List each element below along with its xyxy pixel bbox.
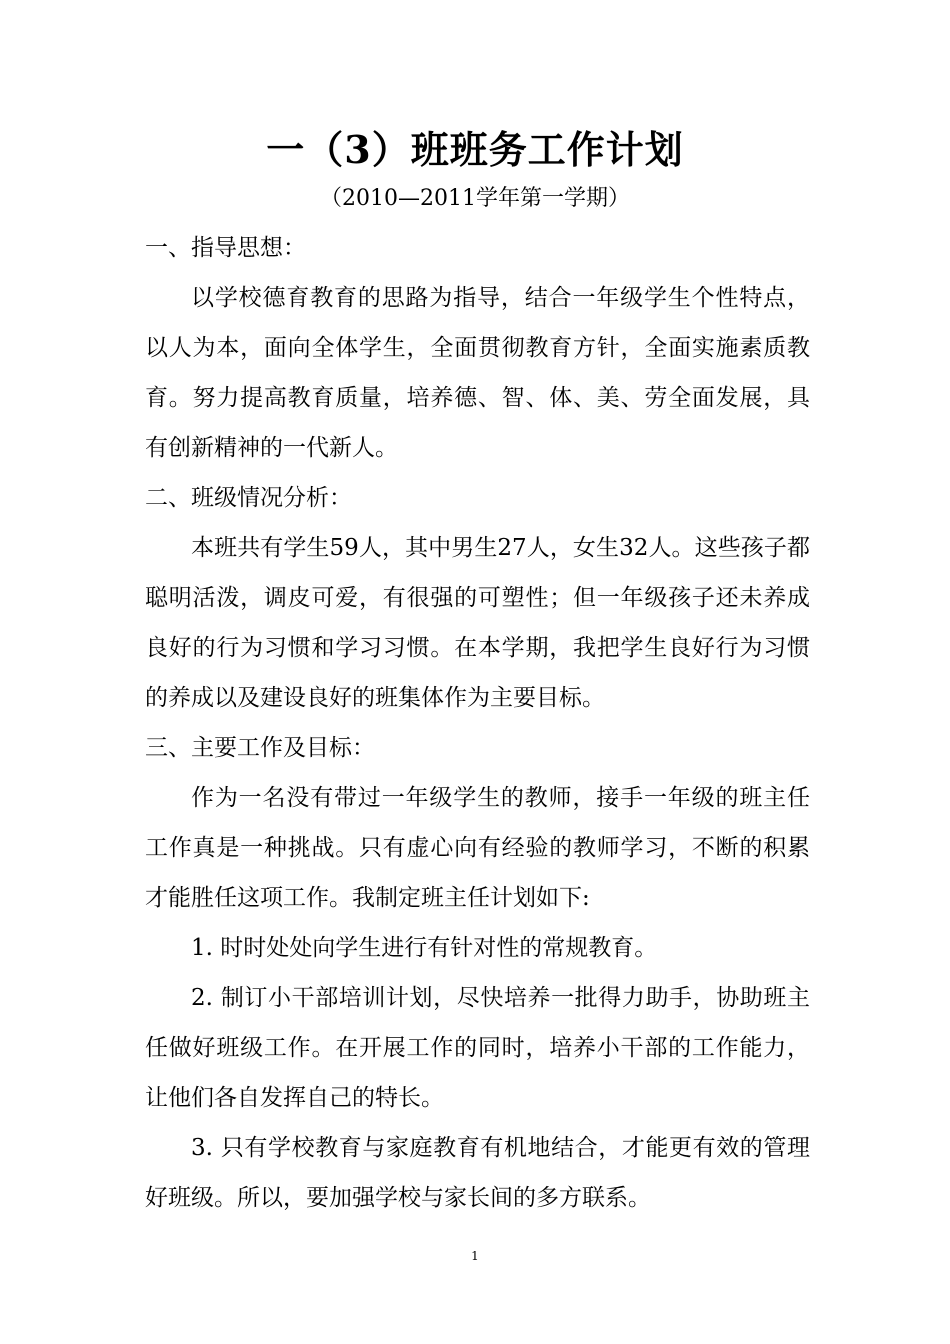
document-subtitle: （2010—2011学年第一学期） (320, 186, 630, 211)
page-number: 1 (471, 1249, 479, 1263)
paragraph: 作为一名没有带过一年级学生的教师，接手一年级的班主任工作真是一种挑战。只有虚心向有经验的教师学习，不断的积累才能胜任这项工作。我制定班主任计划如下: (145, 785, 810, 911)
list-item: 3. 只有学校教育与家庭教育有机地结合，才能更有效的管理好班级。所以，要加强学校与家长间的多方联系。 (145, 1135, 810, 1211)
section-heading: 二、班级情况分析： (145, 485, 352, 511)
document-body (145, 223, 810, 1223)
paragraph: 本班共有学生59人，其中男生27人，女生32人。这些孩子都聪明活泼，调皮可爱，有很强的可塑性；但一年级孩子还未养成良好的行为习惯和学习习惯。在本学期，我把学生良好行为习惯的养成以及建设良好的班集体作为主要目标。 (145, 535, 810, 711)
list-item: 1. 时时处处向学生进行有针对性的常规教育。 (191, 935, 658, 961)
list-item: 2. 制订小干部培训计划，尽快培养一批得力助手，协助班主任做好班级工作。在开展工作的同时，培养小干部的工作能力，让他们各自发挥自己的特长。 (145, 985, 810, 1111)
document-title: 一（3）班班务工作计划 (266, 127, 684, 172)
section-heading: 一、指导思想： (145, 235, 306, 261)
section-heading: 三、主要工作及目标： (145, 735, 375, 761)
paragraph: 以学校德育教育的思路为指导，结合一年级学生个性特点，以人为本，面向全体学生，全面贯彻教育方针，全面实施素质教育。努力提高教育质量，培养德、智、体、美、劳全面发展，具有创新精神的一代新人。 (145, 285, 810, 461)
